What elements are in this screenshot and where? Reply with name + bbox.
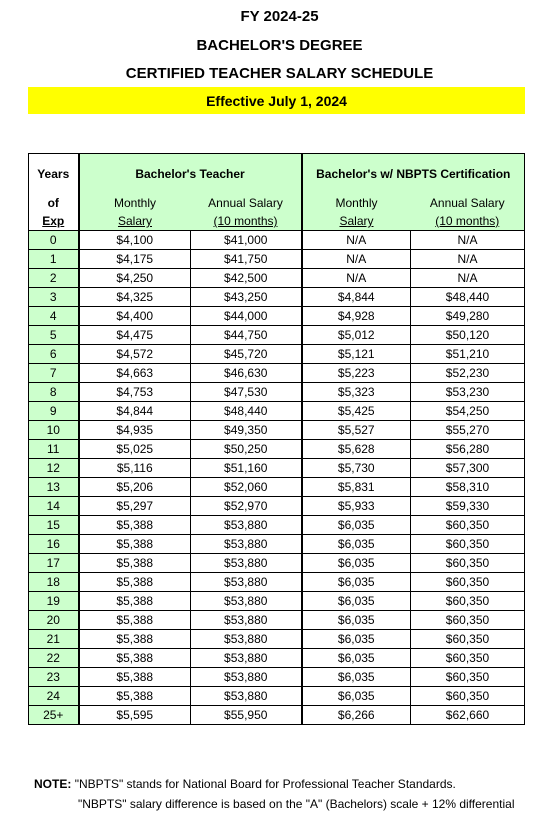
nbpts-annual-cell: $60,350 (411, 535, 525, 554)
annual-salary-cell: $49,350 (191, 421, 302, 440)
monthly-salary-cell: $4,844 (79, 402, 191, 421)
years-exp-cell: 15 (29, 516, 79, 535)
table-row (29, 288, 525, 307)
subheader-nbpts-monthly-unit-text: Salary (339, 214, 374, 228)
table-row (29, 307, 525, 326)
nbpts-annual-cell: $54,250 (411, 402, 525, 421)
monthly-salary-cell: $5,388 (79, 554, 191, 573)
nbpts-monthly-cell: $6,035 (302, 516, 411, 535)
nbpts-monthly-cell: $6,035 (302, 573, 411, 592)
annual-salary-cell: $50,250 (191, 440, 302, 459)
subheader-nbpts-annual-unit (411, 212, 525, 231)
table-row (29, 592, 525, 611)
nbpts-annual-cell: $57,300 (411, 459, 525, 478)
years-exp-cell: 17 (29, 554, 79, 573)
years-exp-cell: 5 (29, 326, 79, 345)
years-exp-cell: 1 (29, 250, 79, 269)
group-header-bachelors: Bachelor's Teacher (79, 154, 302, 195)
group-header-nbpts: Bachelor's w/ NBPTS Certification (302, 154, 525, 195)
monthly-salary-cell: $5,388 (79, 630, 191, 649)
table-row (29, 421, 525, 440)
years-exp-cell: 25+ (29, 706, 79, 725)
annual-salary-cell: $43,250 (191, 288, 302, 307)
annual-salary-cell: $53,880 (191, 573, 302, 592)
nbpts-annual-cell: $60,350 (411, 573, 525, 592)
nbpts-annual-cell: N/A (411, 269, 525, 288)
nbpts-annual-cell: $49,280 (411, 307, 525, 326)
subheader-nbpts-monthly-unit (302, 212, 411, 231)
nbpts-monthly-cell: $5,628 (302, 440, 411, 459)
table-row (29, 364, 525, 383)
years-exp-cell: 0 (29, 231, 79, 250)
monthly-salary-cell: $4,663 (79, 364, 191, 383)
nbpts-annual-cell: $60,350 (411, 668, 525, 687)
monthly-salary-cell: $5,595 (79, 706, 191, 725)
table-row (29, 383, 525, 402)
nbpts-monthly-cell: N/A (302, 231, 411, 250)
years-exp-cell: 10 (29, 421, 79, 440)
nbpts-annual-cell: $60,350 (411, 516, 525, 535)
years-exp-cell: 23 (29, 668, 79, 687)
nbpts-monthly-cell: $4,844 (302, 288, 411, 307)
years-exp-cell: 18 (29, 573, 79, 592)
annual-salary-cell: $53,880 (191, 535, 302, 554)
nbpts-annual-cell: N/A (411, 231, 525, 250)
nbpts-monthly-cell: $6,035 (302, 668, 411, 687)
monthly-salary-cell: $4,935 (79, 421, 191, 440)
nbpts-monthly-cell: $4,928 (302, 307, 411, 326)
annual-salary-cell: $44,750 (191, 326, 302, 345)
table-row (29, 668, 525, 687)
years-exp-cell: 22 (29, 649, 79, 668)
table-row (29, 497, 525, 516)
nbpts-monthly-cell: $6,266 (302, 706, 411, 725)
nbpts-annual-cell: $51,210 (411, 345, 525, 364)
nbpts-annual-cell: $60,350 (411, 592, 525, 611)
nbpts-monthly-cell: $5,121 (302, 345, 411, 364)
annual-salary-cell: $51,160 (191, 459, 302, 478)
annual-salary-cell: $55,950 (191, 706, 302, 725)
subheader-monthly-unit-text: Salary (117, 214, 152, 228)
note-line-1 (34, 774, 456, 794)
nbpts-monthly-cell: $6,035 (302, 592, 411, 611)
exp-header: Exp (29, 212, 79, 231)
of-header: of (29, 194, 79, 212)
nbpts-monthly-cell: $5,323 (302, 383, 411, 402)
monthly-salary-cell: $5,388 (79, 573, 191, 592)
subheader-annual-unit-text: (10 months) (213, 214, 278, 228)
schedule-degree-title: BACHELOR'S DEGREE (196, 37, 363, 54)
monthly-salary-cell: $4,400 (79, 307, 191, 326)
monthly-salary-cell: $5,388 (79, 535, 191, 554)
years-exp-cell: 19 (29, 592, 79, 611)
monthly-salary-cell: $4,572 (79, 345, 191, 364)
subheader-annual-unit (191, 212, 302, 231)
nbpts-monthly-cell: $6,035 (302, 649, 411, 668)
nbpts-monthly-cell: $6,035 (302, 687, 411, 706)
years-header: Years (29, 154, 79, 195)
salary-schedule-table (28, 153, 525, 725)
nbpts-monthly-cell: $5,425 (302, 402, 411, 421)
monthly-salary-cell: $4,175 (79, 250, 191, 269)
years-exp-cell: 13 (29, 478, 79, 497)
nbpts-monthly-cell: $6,035 (302, 611, 411, 630)
subheader-monthly-unit (79, 212, 191, 231)
years-exp-cell: 2 (29, 269, 79, 288)
table-row (29, 611, 525, 630)
monthly-salary-cell: $4,475 (79, 326, 191, 345)
schedule-title: CERTIFIED TEACHER SALARY SCHEDULE (125, 65, 434, 82)
years-exp-cell: 4 (29, 307, 79, 326)
nbpts-annual-cell: $55,270 (411, 421, 525, 440)
nbpts-annual-cell: $60,350 (411, 687, 525, 706)
subheader-nbpts-monthly: Monthly (302, 194, 411, 212)
nbpts-annual-cell: $60,350 (411, 649, 525, 668)
table-row (29, 630, 525, 649)
monthly-salary-cell: $5,297 (79, 497, 191, 516)
nbpts-annual-cell: $53,230 (411, 383, 525, 402)
table-row (29, 706, 525, 725)
table-row (29, 516, 525, 535)
nbpts-monthly-cell: $5,223 (302, 364, 411, 383)
nbpts-monthly-cell: $6,035 (302, 630, 411, 649)
annual-salary-cell: $53,880 (191, 668, 302, 687)
table-row (29, 535, 525, 554)
monthly-salary-cell: $5,388 (79, 668, 191, 687)
years-exp-cell: 24 (29, 687, 79, 706)
monthly-salary-cell: $5,388 (79, 611, 191, 630)
nbpts-monthly-cell: $6,035 (302, 535, 411, 554)
annual-salary-cell: $41,000 (191, 231, 302, 250)
years-exp-cell: 6 (29, 345, 79, 364)
nbpts-annual-cell: $48,440 (411, 288, 525, 307)
years-exp-cell: 9 (29, 402, 79, 421)
table-row (29, 440, 525, 459)
table-row (29, 231, 525, 250)
years-exp-cell: 20 (29, 611, 79, 630)
annual-salary-cell: $41,750 (191, 250, 302, 269)
monthly-salary-cell: $4,250 (79, 269, 191, 288)
table-row (29, 269, 525, 288)
table-row (29, 459, 525, 478)
annual-salary-cell: $53,880 (191, 630, 302, 649)
annual-salary-cell: $44,000 (191, 307, 302, 326)
subheader-monthly: Monthly (79, 194, 191, 212)
years-exp-cell: 11 (29, 440, 79, 459)
nbpts-annual-cell: $60,350 (411, 554, 525, 573)
monthly-salary-cell: $5,025 (79, 440, 191, 459)
table-row (29, 345, 525, 364)
annual-salary-cell: $53,880 (191, 592, 302, 611)
monthly-salary-cell: $5,388 (79, 516, 191, 535)
years-exp-cell: 8 (29, 383, 79, 402)
annual-salary-cell: $53,880 (191, 554, 302, 573)
nbpts-monthly-cell: $5,012 (302, 326, 411, 345)
annual-salary-cell: $48,440 (191, 402, 302, 421)
table-row (29, 554, 525, 573)
table-row (29, 649, 525, 668)
years-exp-cell: 14 (29, 497, 79, 516)
nbpts-monthly-cell: $5,831 (302, 478, 411, 497)
nbpts-annual-cell: $56,280 (411, 440, 525, 459)
subheader-annual: Annual Salary (191, 194, 302, 212)
nbpts-monthly-cell: $5,730 (302, 459, 411, 478)
table-row (29, 573, 525, 592)
monthly-salary-cell: $5,388 (79, 687, 191, 706)
annual-salary-cell: $53,880 (191, 516, 302, 535)
note-label: NOTE: (34, 777, 72, 791)
note-line-2: "NBPTS" salary difference is based on the "A" (Bachelors) scale + 12% differential (78, 797, 515, 811)
nbpts-annual-cell: $50,120 (411, 326, 525, 345)
annual-salary-cell: $53,880 (191, 649, 302, 668)
years-exp-cell: 7 (29, 364, 79, 383)
annual-salary-cell: $46,630 (191, 364, 302, 383)
nbpts-monthly-cell: $5,933 (302, 497, 411, 516)
nbpts-annual-cell: $60,350 (411, 630, 525, 649)
effective-date-banner: Effective July 1, 2024 (28, 87, 525, 114)
subheader-nbpts-annual-unit-text: (10 months) (435, 214, 500, 228)
annual-salary-cell: $52,060 (191, 478, 302, 497)
monthly-salary-cell: $4,100 (79, 231, 191, 250)
annual-salary-cell: $45,720 (191, 345, 302, 364)
annual-salary-cell: $47,530 (191, 383, 302, 402)
nbpts-monthly-cell: $6,035 (302, 554, 411, 573)
monthly-salary-cell: $4,325 (79, 288, 191, 307)
years-exp-cell: 12 (29, 459, 79, 478)
monthly-salary-cell: $5,388 (79, 592, 191, 611)
years-exp-cell: 21 (29, 630, 79, 649)
nbpts-annual-cell: $60,350 (411, 611, 525, 630)
schedule-fiscal-year: FY 2024-25 (240, 8, 319, 25)
annual-salary-cell: $53,880 (191, 611, 302, 630)
monthly-salary-cell: $5,388 (79, 649, 191, 668)
table-row (29, 326, 525, 345)
nbpts-monthly-cell: $5,527 (302, 421, 411, 440)
note-text-1: "NBPTS" stands for National Board for Professional Teacher Standards. (74, 777, 456, 791)
nbpts-monthly-cell: N/A (302, 250, 411, 269)
salary-rows (29, 231, 525, 725)
nbpts-annual-cell: $58,310 (411, 478, 525, 497)
annual-salary-cell: $53,880 (191, 687, 302, 706)
monthly-salary-cell: $5,116 (79, 459, 191, 478)
annual-salary-cell: $42,500 (191, 269, 302, 288)
table-row (29, 402, 525, 421)
table-row (29, 250, 525, 269)
years-exp-cell: 16 (29, 535, 79, 554)
table-row (29, 478, 525, 497)
nbpts-annual-cell: $52,230 (411, 364, 525, 383)
nbpts-annual-cell: N/A (411, 250, 525, 269)
nbpts-annual-cell: $59,330 (411, 497, 525, 516)
subheader-nbpts-annual: Annual Salary (411, 194, 525, 212)
monthly-salary-cell: $5,206 (79, 478, 191, 497)
annual-salary-cell: $52,970 (191, 497, 302, 516)
table-row (29, 687, 525, 706)
nbpts-monthly-cell: N/A (302, 269, 411, 288)
years-exp-cell: 3 (29, 288, 79, 307)
note-section (34, 774, 515, 811)
monthly-salary-cell: $4,753 (79, 383, 191, 402)
nbpts-annual-cell: $62,660 (411, 706, 525, 725)
